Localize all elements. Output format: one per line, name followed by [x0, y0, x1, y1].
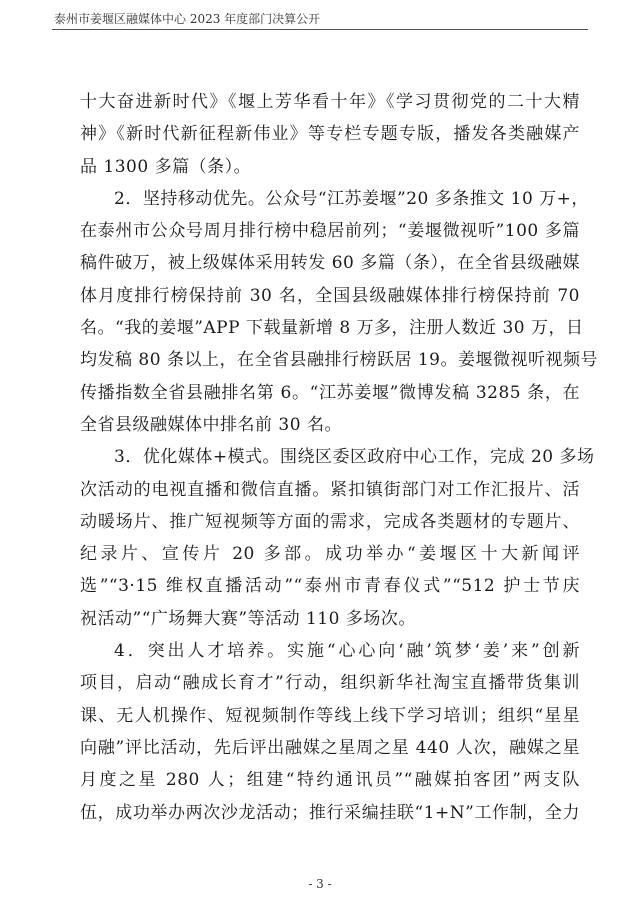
text-line: 4．突出人才培养。实施“心心向‘融’筑梦‘姜’来”创新	[114, 641, 580, 662]
text-line: 品 1300 多篇（条）。	[80, 156, 252, 177]
text-line: 向融”评比活动，先后评出融媒之星周之星 440 人次，融媒之星	[80, 737, 580, 758]
text-line: 次活动的电视直播和微信直播。紧扣镇街部门对工作汇报片、活	[80, 479, 580, 500]
text-line: 2．坚持移动优先。公众号“江苏姜堰”20 多条推文 10 万+，	[114, 188, 589, 209]
text-line: 稿件破万，被上级媒体采用转发 60 多篇（条），在全省县级融媒	[80, 253, 580, 274]
text-line: 选”“3·15 维权直播活动”“泰州市青春仪式”“512 护士节庆	[80, 576, 580, 597]
text-line: 传播指数全省县融排名第 6。“江苏姜堰”微博发稿 3285 条，在	[80, 382, 580, 403]
text-line: 动暖场片、推广短视频等方面的需求，完成各类题材的专题片、	[80, 511, 580, 532]
text-line: 十大奋进新时代》《堰上芳华看十年》《学习贯彻党的二十大精	[80, 92, 580, 112]
text-line: 均发稿 80 条以上，在全省县融排行榜跃居 19。姜堰微视听视频号	[80, 350, 598, 371]
text-line: 课、无人机操作、短视频制作等线上线下学习培训；组织“星星	[80, 705, 580, 726]
text-line: 在泰州市公众号周月排行榜中稳居前列；“姜堰微视听”100 多篇	[80, 221, 580, 242]
text-line: 项目，启动“融成长育才”行动，组织新华社淘宝直播带货集训	[80, 673, 580, 694]
text-line: 全省县级融媒体中排名前 30 名。	[80, 414, 342, 435]
text-line: 体月度排行榜保持前 30 名，全国县级融媒体排行榜保持前 70	[80, 285, 580, 306]
page-header: 泰州市姜堰区融媒体中心 2023 年度部门决算公开	[54, 12, 321, 26]
text-line: 伍，成功举办两次沙龙活动；推行采编挂联“1+N”工作制，全力	[80, 802, 580, 823]
header-divider	[52, 29, 588, 30]
text-line: 3．优化媒体+模式。围绕区委区政府中心工作，完成 20 多场	[114, 447, 595, 468]
text-line: 月度之星 280 人；组建“特约通讯员”“融媒拍客团”两支队	[80, 770, 580, 791]
body-text	[80, 86, 598, 829]
text-line: 祝活动”“广场舞大赛”等活动 110 多场次。	[80, 608, 416, 629]
text-line: 纪录片、宣传片 20 多部。成功举办“姜堰区十大新闻评	[80, 544, 580, 565]
text-line: 名。“我的姜堰”APP 下载量新增 8 万多，注册人数近 30 万，日	[80, 318, 584, 339]
page-number: - 3 -	[308, 877, 332, 891]
text-line: 神》《新时代新征程新伟业》等专栏专题专版，播发各类融媒产	[80, 124, 580, 145]
